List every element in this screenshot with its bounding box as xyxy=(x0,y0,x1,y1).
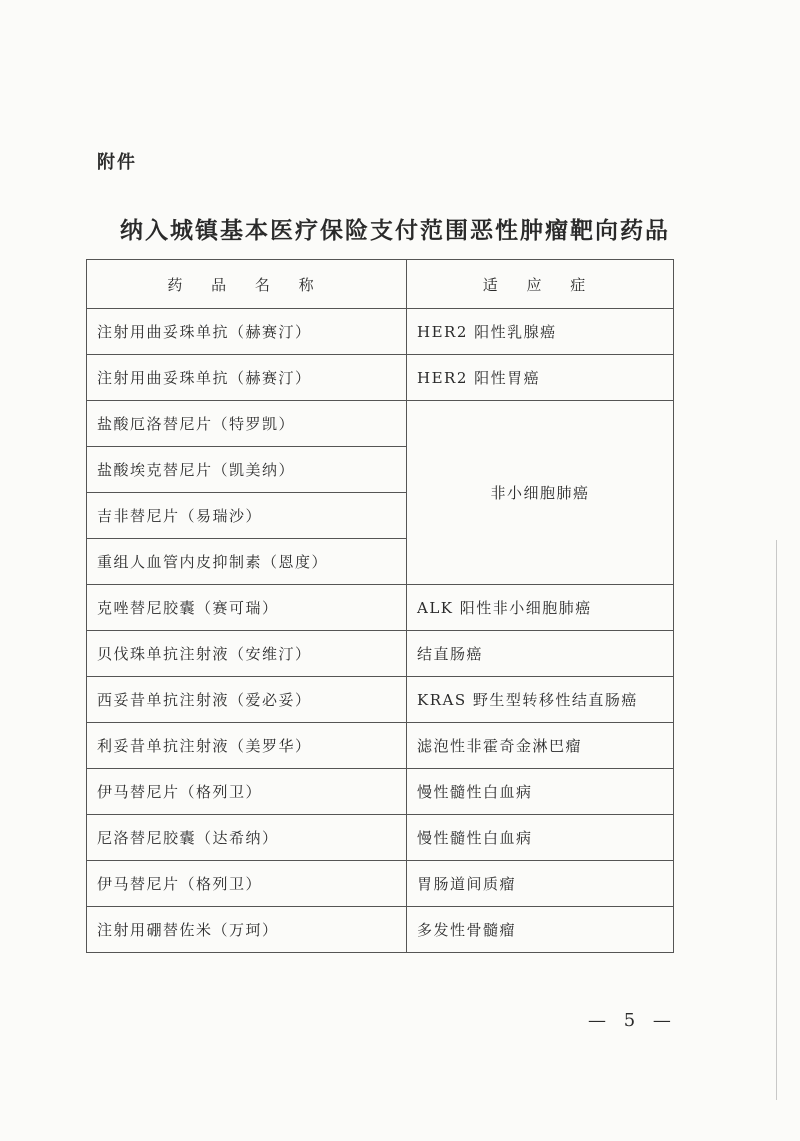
table-header-row xyxy=(87,260,674,309)
table-row xyxy=(87,355,674,401)
drug-name-cell: 重组人血管内皮抑制素（恩度） xyxy=(87,539,407,585)
table-row xyxy=(87,309,674,355)
table-row xyxy=(87,585,674,631)
drug-name-cell: 西妥昔单抗注射液（爱必妥） xyxy=(87,677,407,723)
drug-name-cell: 盐酸埃克替尼片（凯美纳） xyxy=(87,447,407,493)
indication-cell-merged: 非小细胞肺癌 xyxy=(407,401,674,585)
indication-cell: 滤泡性非霍奇金淋巴瘤 xyxy=(407,723,674,769)
table-row xyxy=(87,769,674,815)
table-row xyxy=(87,401,674,447)
drug-name-cell: 注射用曲妥珠单抗（赫赛汀） xyxy=(87,309,407,355)
indication-cell: 慢性髓性白血病 xyxy=(407,815,674,861)
scan-edge-line xyxy=(776,540,777,1100)
drug-name-cell: 利妥昔单抗注射液（美罗华） xyxy=(87,723,407,769)
table-row xyxy=(87,631,674,677)
drug-name-cell: 尼洛替尼胶囊（达希纳） xyxy=(87,815,407,861)
drug-name-cell: 克唑替尼胶囊（赛可瑞） xyxy=(87,585,407,631)
drug-name-cell: 注射用硼替佐米（万珂） xyxy=(87,907,407,953)
document-title: 纳入城镇基本医疗保险支付范围恶性肿瘤靶向药品 xyxy=(120,218,670,244)
table-row xyxy=(87,815,674,861)
indication-cell: 胃肠道间质瘤 xyxy=(407,861,674,907)
indication-cell: KRAS 野生型转移性结直肠癌 xyxy=(407,677,674,723)
drug-name-cell: 贝伐珠单抗注射液（安维汀） xyxy=(87,631,407,677)
attachment-label: 附件 xyxy=(97,152,137,173)
drug-name-cell: 注射用曲妥珠单抗（赫赛汀） xyxy=(87,355,407,401)
drug-name-cell: 吉非替尼片（易瑞沙） xyxy=(87,493,407,539)
indication-cell: 多发性骨髓瘤 xyxy=(407,907,674,953)
indication-cell: HER2 阳性胃癌 xyxy=(407,355,674,401)
page-number: — 5 — xyxy=(588,1010,677,1031)
header-drug-name: 药 品 名 称 xyxy=(87,260,407,309)
header-indication: 适 应 症 xyxy=(407,260,674,309)
table-row xyxy=(87,861,674,907)
table-row xyxy=(87,907,674,953)
drug-name-cell: 伊马替尼片（格列卫） xyxy=(87,769,407,815)
indication-cell: ALK 阳性非小细胞肺癌 xyxy=(407,585,674,631)
drug-name-cell: 伊马替尼片（格列卫） xyxy=(87,861,407,907)
table-row xyxy=(87,723,674,769)
table-row xyxy=(87,677,674,723)
indication-cell: 慢性髓性白血病 xyxy=(407,769,674,815)
drug-name-cell: 盐酸厄洛替尼片（特罗凯） xyxy=(87,401,407,447)
indication-cell: HER2 阳性乳腺癌 xyxy=(407,309,674,355)
drug-table xyxy=(86,259,674,953)
indication-cell: 结直肠癌 xyxy=(407,631,674,677)
